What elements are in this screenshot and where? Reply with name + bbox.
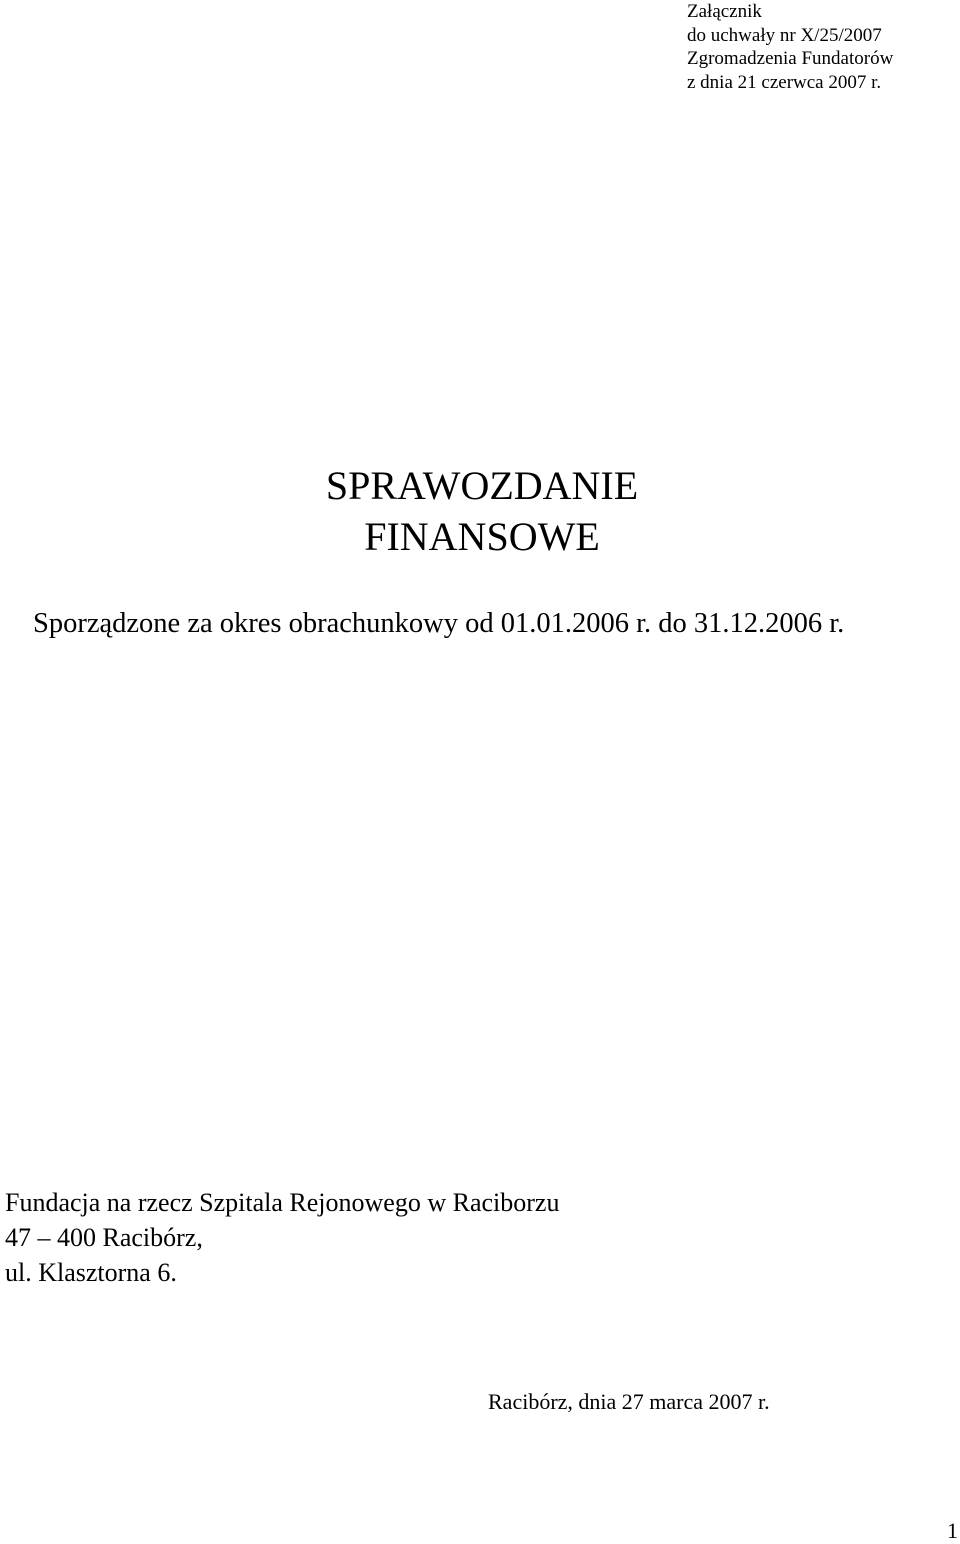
attachment-note-body: Zgromadzenia Fundatorów: [687, 48, 894, 69]
attachment-note-resolution: do uchwały nr X/25/2007: [687, 24, 882, 46]
attachment-note: [687, 0, 893, 94]
foundation-postal-city: 47 – 400 Racibórz,: [5, 1223, 203, 1252]
place-and-date: Racibórz, dnia 27 marca 2007 r.: [488, 1389, 770, 1414]
reporting-period: Sporządzone za okres obrachunkowy od 01.01.2006 r. do 31.12.2006 r.: [33, 608, 845, 639]
page-number: 1: [947, 1518, 958, 1543]
document-title: [0, 460, 960, 562]
attachment-note-label: Załącznik: [687, 1, 762, 22]
attachment-note-date: z dnia 21 czerwca 2007 r.: [687, 71, 882, 93]
foundation-name: Fundacja na rzecz Szpitala Rejonowego w Raciborzu: [5, 1188, 560, 1217]
foundation-address: [5, 1185, 559, 1290]
document-title-line1: SPRAWOZDANIE: [325, 463, 639, 508]
foundation-street: ul. Klasztorna 6.: [5, 1258, 177, 1287]
document-title-line2: FINANSOWE: [364, 514, 600, 559]
